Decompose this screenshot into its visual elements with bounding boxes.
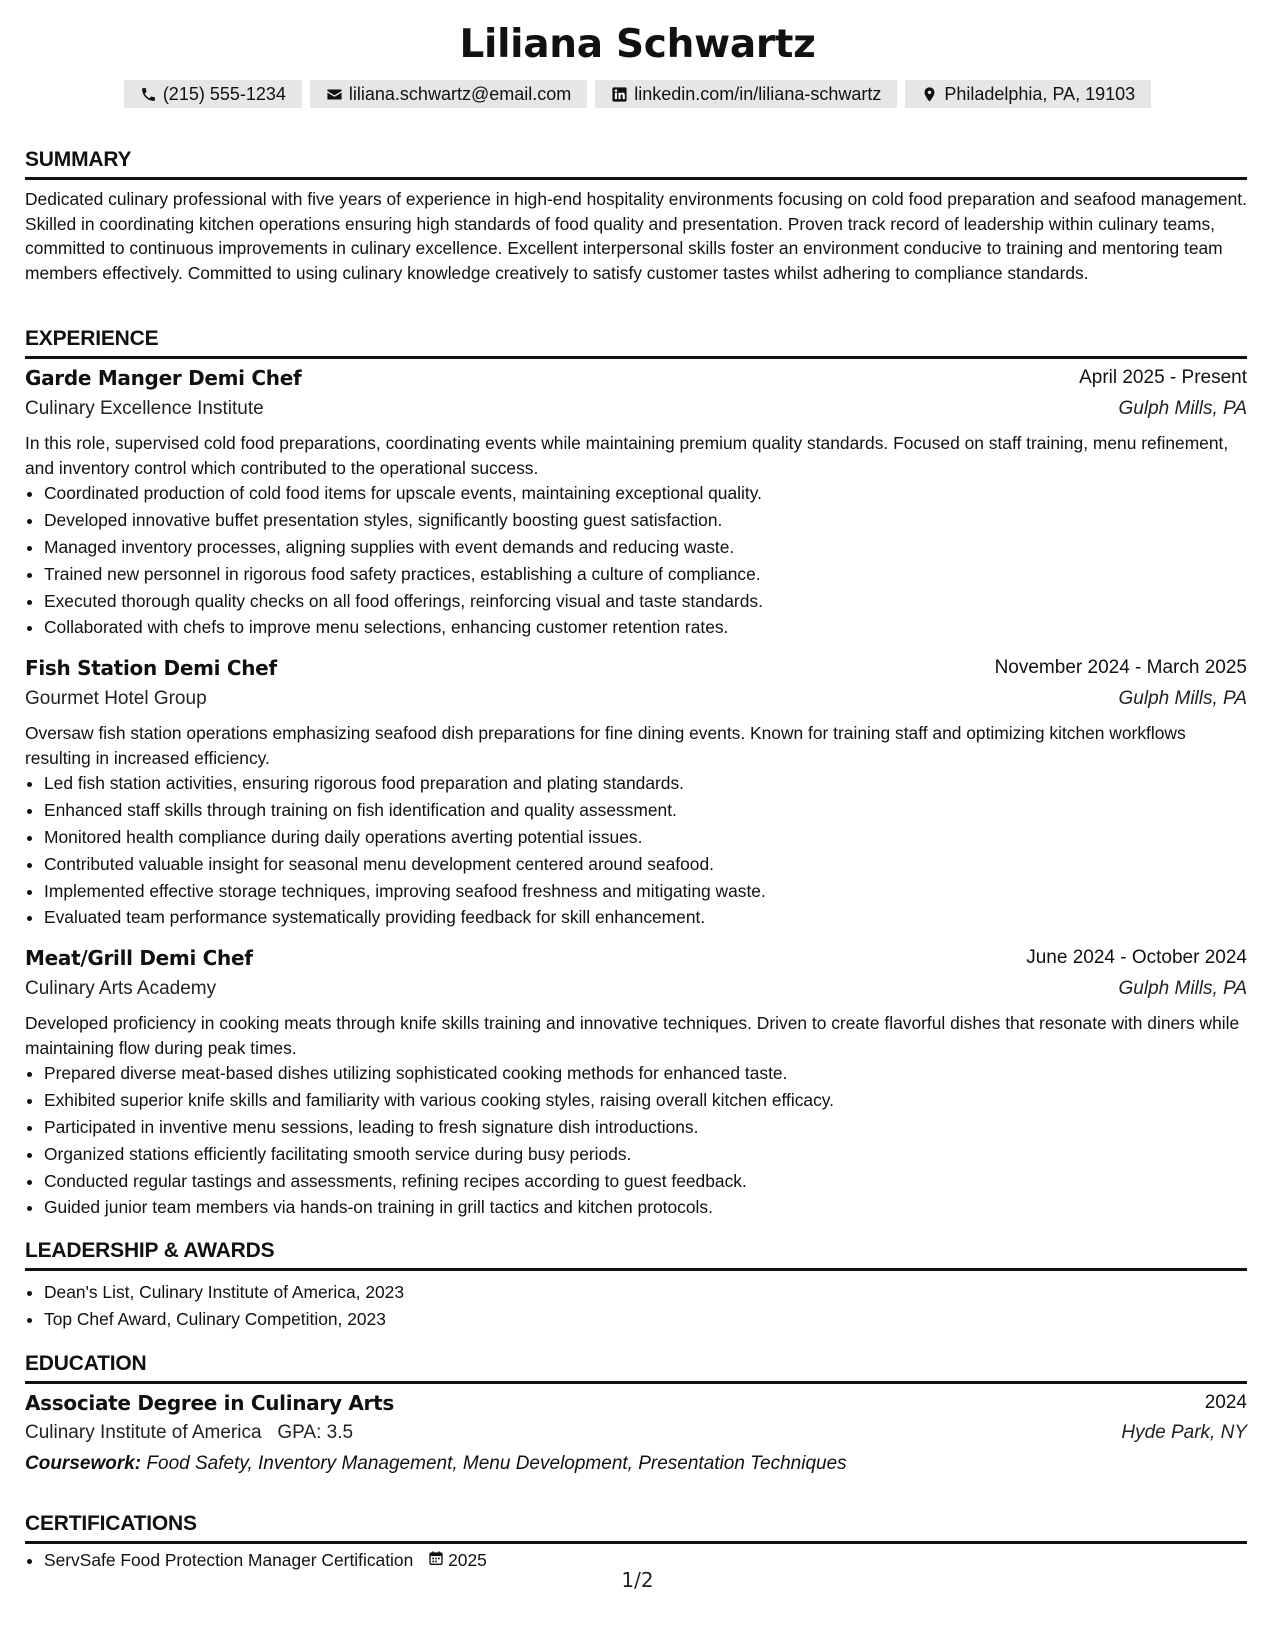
graduation-year: 2024 <box>1204 1392 1247 1413</box>
school-line <box>25 1422 353 1444</box>
job-description: In this role, supervised cold food preparations, coordinating events while maintaining premium quality standards. Focused on staff training, menu refinement, and inventory control which contributed to the operational success. <box>25 433 1229 478</box>
list-item: • Organized stations efficiently facilitating smooth service during busy periods. <box>44 1141 1268 1168</box>
section-title-education: EDUCATION <box>25 1352 147 1375</box>
list-item: • Implemented effective storage techniques, improving seafood freshness and mitigating waste. <box>44 878 1268 905</box>
list-item: • Contributed valuable insight for seasonal menu development centered around seafood. <box>44 851 1268 878</box>
list-item: • Prepared diverse meat-based dishes utilizing sophisticated cooking methods for enhanced taste. <box>44 1060 1268 1087</box>
gpa: GPA: 3.5 <box>277 1422 354 1443</box>
job-bullets <box>25 1060 1268 1221</box>
contact-email[interactable] <box>310 80 587 108</box>
coursework-line <box>25 1453 847 1475</box>
job-description: Developed proficiency in cooking meats through knife skills training and innovative techniques. Driven to create flavorful dishes that resonate with diners while maintaining flow during peak times. <box>25 1013 1240 1058</box>
section-divider <box>25 177 1247 180</box>
contact-bar <box>0 80 1275 108</box>
coursework-text: Food Safety, Inventory Management, Menu Development, Presentation Techniques <box>146 1453 847 1474</box>
candidate-name: Liliana Schwartz <box>459 22 816 67</box>
list-item: • Conducted regular tastings and assessments, refining recipes according to guest feedback. <box>44 1168 1268 1195</box>
section-title-certifications: CERTIFICATIONS <box>25 1512 197 1535</box>
job-dates: June 2024 - October 2024 <box>1026 947 1247 968</box>
job-bullets <box>25 480 1268 641</box>
job-title: Garde Manger Demi Chef <box>25 366 302 390</box>
section-title-leadership: LEADERSHIP & AWARDS <box>25 1239 275 1262</box>
list-item: • Collaborated with chefs to improve menu selections, enhancing customer retention rates. <box>44 614 1268 641</box>
list-item: • Top Chef Award, Culinary Competition, 2023 <box>44 1306 1268 1333</box>
job-dates: November 2024 - March 2025 <box>994 657 1247 678</box>
section-title-experience: EXPERIENCE <box>25 327 159 350</box>
job-company: Gourmet Hotel Group <box>25 688 207 709</box>
job-location: Gulph Mills, PA <box>1118 398 1247 419</box>
phone-icon <box>140 86 157 103</box>
list-item: • Executed thorough quality checks on all food offerings, reinforcing visual and taste standards. <box>44 588 1268 615</box>
list-item: • Led fish station activities, ensuring rigorous food preparation and plating standards. <box>44 770 1268 797</box>
job-company: Culinary Excellence Institute <box>25 398 264 419</box>
awards-list <box>25 1279 1268 1333</box>
envelope-icon <box>326 86 343 103</box>
map-pin-icon <box>921 86 938 103</box>
contact-phone[interactable] <box>124 80 302 108</box>
list-item: • Managed inventory processes, aligning supplies with event demands and reducing waste. <box>44 534 1268 561</box>
list-item: • Trained new personnel in rigorous food safety practices, establishing a culture of compliance. <box>44 561 1268 588</box>
school-location: Hyde Park, NY <box>1121 1422 1247 1443</box>
contact-location <box>905 80 1151 108</box>
job-location: Gulph Mills, PA <box>1118 978 1247 999</box>
contact-text: liliana.schwartz@email.com <box>348 83 572 104</box>
degree-title: Associate Degree in Culinary Arts <box>25 1391 394 1415</box>
page-number: 1/2 <box>621 1568 654 1592</box>
list-item: • Participated in inventive menu sessions, leading to fresh signature dish introductions. <box>44 1114 1268 1141</box>
coursework-label: Coursework: <box>25 1453 142 1474</box>
contact-text: Philadelphia, PA, 19103 <box>944 83 1136 104</box>
contact-text: linkedin.com/in/liliana-schwartz <box>634 83 882 104</box>
section-divider <box>25 356 1247 359</box>
list-item: • Evaluated team performance systematically providing feedback for skill enhancement. <box>44 904 1268 931</box>
list-item: • Coordinated production of cold food items for upscale events, maintaining exceptional quality. <box>44 480 1268 507</box>
summary-text: Dedicated culinary professional with five years of experience in high-end hospitality environments focusing on cold food preparation and seafood management. Skilled in coordinating kitchen operations ensuring high standards of food quality and presentation. Proven track record of leadership within culinary teams, committed to continuous improvements in culinary excellence. Excellent interpersonal skills foster an environment conducive to training and mentoring team members effectively. Committed to using culinary knowledge creatively to satisfy customer tastes whilst adhering to compliance standards. <box>25 189 1247 283</box>
list-item: • Guided junior team members via hands-on training in grill tactics and kitchen protocols. <box>44 1194 1268 1221</box>
list-item: • Exhibited superior knife skills and familiarity with various cooking styles, raising overall kitchen efficacy. <box>44 1087 1268 1114</box>
job-title: Meat/Grill Demi Chef <box>25 946 253 970</box>
job-title: Fish Station Demi Chef <box>25 656 277 680</box>
section-divider <box>25 1381 1247 1384</box>
contact-linkedin[interactable] <box>595 80 897 108</box>
school-name: Culinary Institute of America <box>25 1422 262 1443</box>
section-divider <box>25 1268 1247 1271</box>
linkedin-icon <box>611 86 628 103</box>
job-description: Oversaw fish station operations emphasizing seafood dish preparations for fine dining events. Known for training staff and optimizing kitchen workflows resulting in increased efficiency. <box>25 723 1186 768</box>
contact-text: (215) 555-1234 <box>162 83 286 104</box>
list-item: • Dean's List, Culinary Institute of America, 2023 <box>44 1279 1268 1306</box>
job-company: Culinary Arts Academy <box>25 978 217 999</box>
list-item: • Developed innovative buffet presentation styles, significantly boosting guest satisfaction. <box>44 507 1268 534</box>
job-dates: April 2025 - Present <box>1079 367 1247 388</box>
job-location: Gulph Mills, PA <box>1118 688 1247 709</box>
certification-year: 2025 <box>448 1550 487 1570</box>
certification-name: ServSafe Food Protection Manager Certification <box>44 1550 414 1570</box>
section-title-summary: SUMMARY <box>25 148 132 171</box>
job-bullets <box>25 770 1268 931</box>
list-item: • Enhanced staff skills through training on fish identification and quality assessment. <box>44 797 1268 824</box>
section-divider <box>25 1541 1247 1544</box>
list-item: • Monitored health compliance during daily operations averting potential issues. <box>44 824 1268 851</box>
